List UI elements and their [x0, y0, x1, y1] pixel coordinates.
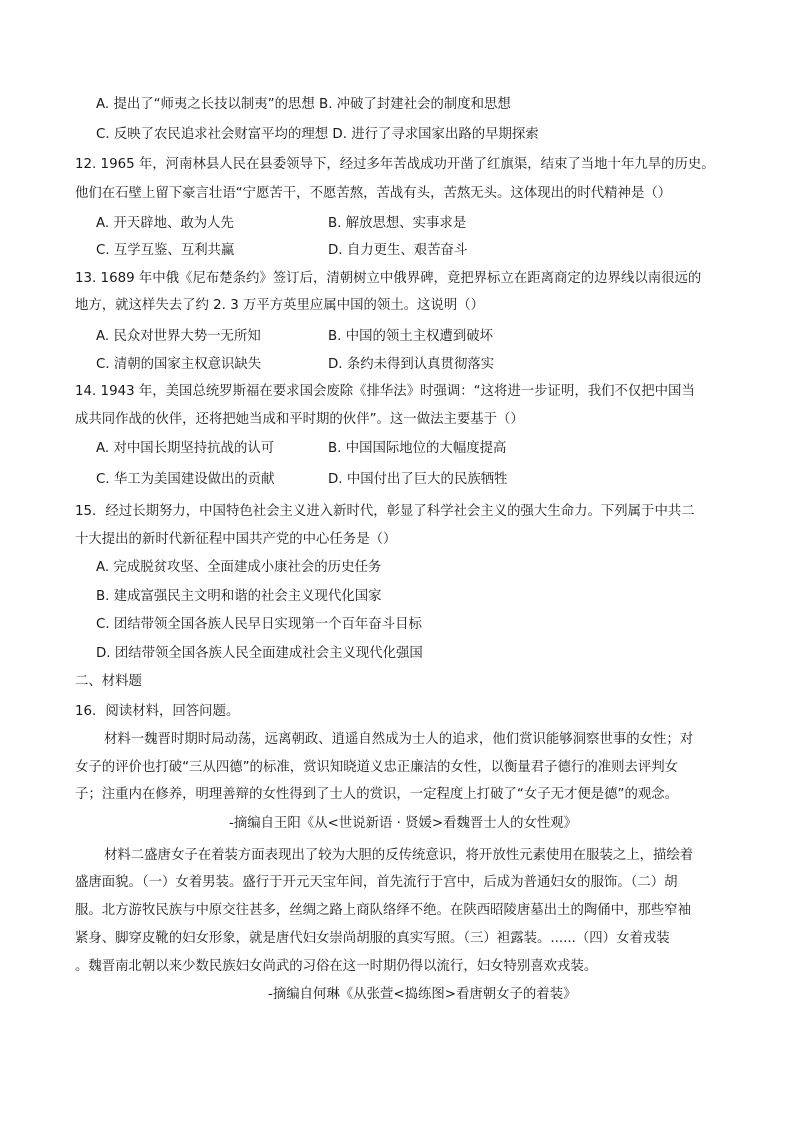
q13-option-d: D. 条约未得到认真贯彻落实 [328, 357, 495, 372]
q11-option-d: D. 进行了寻求国家出路的早期探索 [332, 127, 539, 142]
q12-option-a: A. 开天辟地、敢为人先 [96, 216, 234, 231]
q13-option-a: A. 民众对世界大势一无所知 [96, 329, 261, 344]
q15-option-a: A. 完成脱贫攻坚、全面建成小康社会的历史任务 [96, 560, 382, 575]
q16-stem: 16．阅读材料，回答问题。 [75, 704, 240, 719]
q11-option-a: A. 提出了“师夷之长技以制夷”的思想 [96, 97, 315, 112]
q16-material2-source: -摘编自何琳《从张萱<捣练图>看唐朝女子的着装》 [268, 987, 577, 1002]
q11-option-c: C. 反映了农民追求社会财富平均的理想 [96, 127, 329, 142]
q12-option-d: D. 自力更生、艰苦奋斗 [328, 243, 468, 258]
q11-option-c-d [96, 125, 539, 145]
q15-option-c: C. 团结带领全国各族人民早日实现第一个百年奋斗目标 [96, 617, 422, 632]
q16-material2-line1: 材料二盛唐女子在着装方面表现出了较为大胆的反传统意识，将开放性元素使用在服装之上，描绘着 [104, 848, 694, 863]
q12-stem-line2: 他们在石壁上留下豪言壮语“宁愿苦干，不愿苦熬，苦战有头，苦熬无头。这体现出的时代精神是（） [75, 186, 672, 201]
q16-material1-source: -摘编自王阳《从<世说新语 · 贤媛>看魏晋士人的女性观》 [229, 816, 578, 831]
q16-material1-line3: 子；注重内在修养，明理善辩的女性得到了士人的赏识，一定程度上打破了“女子无才便是德”的观念。 [75, 787, 679, 802]
q15-option-b: B. 建成富强民主文明和谐的社会主义现代化国家 [96, 589, 382, 604]
q15-stem-line1: 15．经过长期努力，中国特色社会主义进入新时代，彰显了科学社会主义的强大生命力。下列属于中共二 [75, 504, 695, 519]
q16-material2-line3: 服。北方游牧民族与中原交往甚多，丝绸之路上商队络绎不绝。在陕西昭陵唐墓出土的陶俑中，那些窄袖 [75, 903, 691, 918]
q11-option-a-b [96, 95, 511, 115]
q12-stem-line1: 12. 1965 年，河南林县人民在县委领导下，经过多年苦战成功开凿了红旗渠，结束了当地十年九旱的历史。 [75, 157, 715, 172]
q13-option-b: B. 中国的领土主权遭到破坏 [328, 329, 493, 344]
q15-option-d: D. 团结带领全国各族人民全面建成社会主义现代化强国 [96, 646, 423, 661]
q16-material2-line4: 紧身、脚穿皮靴的妇女形象，就是唐代妇女崇尚胡服的真实写照。（三）袒露装。......（四）女着戎装 [75, 931, 670, 946]
q12-option-b: B. 解放思想、实事求是 [328, 216, 467, 231]
q14-option-a: A. 对中国长期坚持抗战的认可 [96, 441, 275, 456]
q15-stem-line2: 十大提出的新时代新征程中国共产党的中心任务是（） [75, 532, 397, 547]
q13-stem-line1: 13. 1689 年中俄《尼布楚条约》签订后，清朝树立中俄界碑，竟把界标立在距离商定的边界线以南很远的 [75, 271, 702, 286]
q14-option-d: D. 中国付出了巨大的民族牺牲 [328, 472, 508, 487]
q11-option-b: B. 冲破了封建社会的制度和思想 [319, 97, 511, 112]
q14-stem-line1: 14. 1943 年，美国总统罗斯福在要求国会废除《排华法》时强调：“这将进一步证明，我们不仅把中国当 [75, 384, 695, 399]
q16-material1-line2: 女子的评价也打破“三从四德”的标准，赏识知晓道义忠正廉洁的女性，以衡量君子德行的准则去评判女 [75, 760, 679, 775]
q16-material2-line5: 。魏晋南北朝以来少数民族妇女尚武的习俗在这一时期仍得以流行，妇女特别喜欢戎装。 [75, 959, 598, 974]
q13-option-c: C. 清朝的国家主权意识缺失 [96, 357, 262, 372]
q14-option-b: B. 中国国际地位的大幅度提高 [328, 441, 507, 456]
q14-option-c: C. 华工为美国建设做出的贡献 [96, 472, 275, 487]
q12-option-c: C. 互学互鉴、互利共赢 [96, 243, 235, 258]
section-title: 二、材料题 [75, 674, 142, 689]
q16-material2-line2: 盛唐面貌。（一）女着男装。盛行于开元天宝年间，首先流行于宫中，后成为普通妇女的服饰。（二）胡 [75, 875, 678, 890]
q13-stem-line2: 地方，就这样失去了约 2. 3 万平方英里应属中国的领土。这说明（） [75, 298, 485, 313]
q16-material1-line1: 材料一魏晋时期时局动荡，远离朝政、逍遥自然成为士人的追求，他们赏识能够洞察世事的女性；对 [104, 732, 694, 747]
q14-stem-line2: 成共同作战的伙伴，还将把她当成和平时期的伙伴”。这一做法主要基于（） [75, 412, 524, 427]
